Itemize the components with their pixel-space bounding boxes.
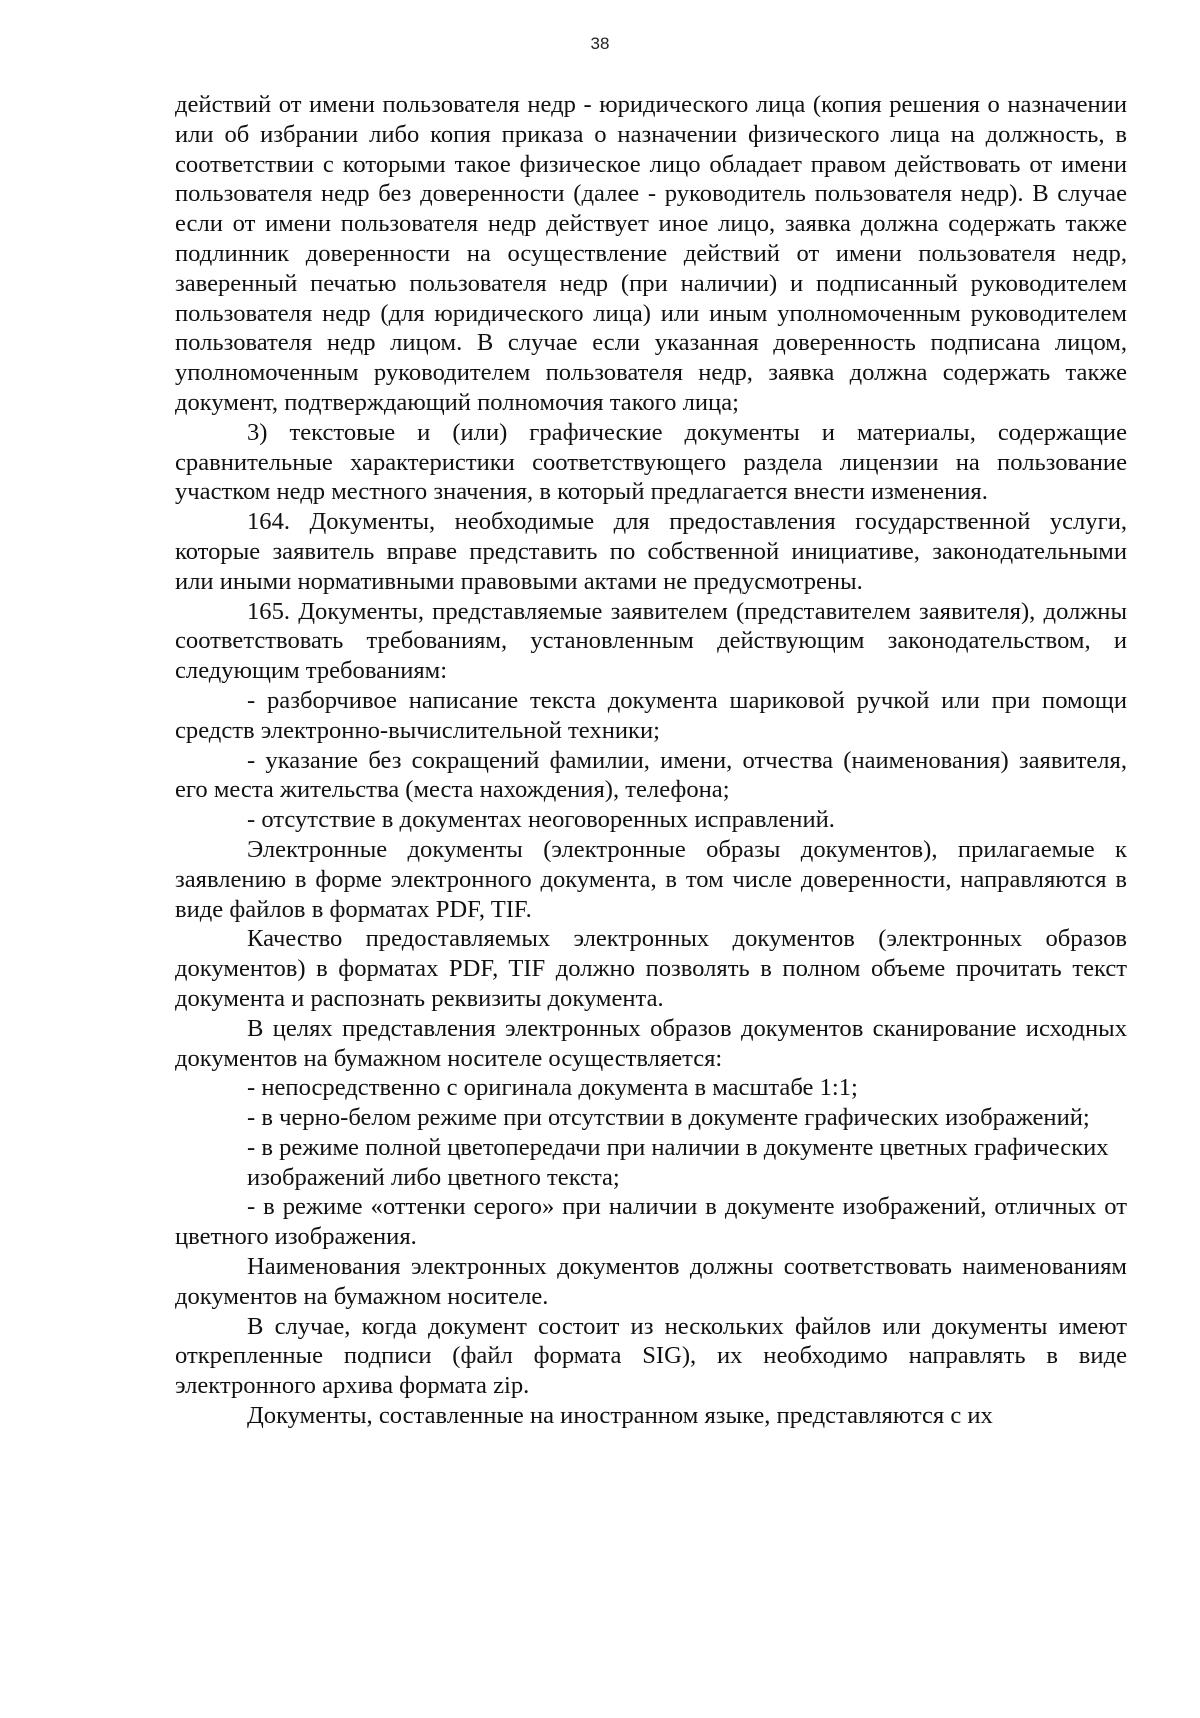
- paragraph-quality: Качество предоставляемых электронных документов (электронных образов документов) в форматах PDF, TIF должно позволять в полном объеме прочитать текст документа и распознать реквизиты документа.: [175, 925, 1127, 1012]
- paragraph-archive: В случае, когда документ состоит из нескольких файлов или документы имеют открепленные подписи (файл формата SIG), их необходимо направлять в виде электронного архива формата zip.: [175, 1312, 1127, 1400]
- paragraph-item-3: 3) текстовые и (или) графические документы и материалы, содержащие сравнительные характеристики соответствующего раздела лицензии на пользование участком недр местного значения, в который предлагается внести изменения.: [175, 418, 1127, 506]
- list-item-no-corrections: - отсутствие в документах неоговоренных исправлений.: [247, 806, 835, 834]
- document-body: [175, 90, 1127, 1431]
- paragraph-scanning: В целях представления электронных образов документов сканирование исходных документов на бумажном носителе осуществляется:: [175, 1014, 1127, 1072]
- list-item-scale: - непосредственно с оригинала документа в масштабе 1:1;: [247, 1074, 858, 1102]
- list-item-full-name: - указание без сокращений фамилии, имени, отчества (наименования) заявителя, его места жительства (места нахождения), телефона;: [175, 746, 1127, 804]
- paragraph-names: Наименования электронных документов должны соответствовать наименованиям документов на бумажном носителе.: [175, 1253, 1127, 1310]
- list-item-legible-text: - разборчивое написание текста документа шариковой ручкой или при помощи средств электронно-вычислительной техники;: [175, 686, 1127, 744]
- page-number: 38: [590, 34, 610, 53]
- paragraph-electronic-documents: Электронные документы (электронные образы документов), прилагаемые к заявлению в форме электронного документа, в том числе доверенности, направляются в виде файлов в форматах PDF, TIF.: [175, 835, 1127, 923]
- list-item-grayscale: - в режиме «оттенки серого» при наличии в документе изображений, отличных от цветного изображения.: [175, 1193, 1127, 1251]
- list-item-full-color: - в режиме полной цветопередачи при наличии в документе цветных графических изображений либо цветного текста;: [247, 1133, 1109, 1191]
- paragraph-continuation: действий от имени пользователя недр - юридического лица (копия решения о назначении или об избрании либо копия приказа о назначении физического лица на должность, в соответствии с которыми такое физическое лицо обладает правом действовать от имени пользователя недр без доверенности (далее - руководитель пользователя недр). В случае если от имени пользователя недр действует иное лицо, заявка должна содержать также подлинник доверенности на осуществление действий от имени пользователя недр, заверенный печатью пользователя недр (при наличии) и подписанный руководителем пользователя недр (для юридического лица) или иным уполномоченным руководителем пользователя недр лицом. В случае если указанная доверенность подписана лицом, уполномоченным руководителем пользователя недр, заявка должна содержать также документ, подтверждающий полномочия такого лица;: [175, 91, 1127, 416]
- paragraph-foreign-language: Документы, составленные на иностранном языке, представляются с их: [247, 1402, 993, 1430]
- paragraph-164: 164. Документы, необходимые для предоставления государственной услуги, которые заявитель вправе представить по собственной инициативе, законодательными или иными нормативными правовыми актами не предусмотрены.: [175, 508, 1127, 595]
- list-item-black-white: - в черно-белом режиме при отсутствии в документе графических изображений;: [247, 1104, 1090, 1132]
- paragraph-165: 165. Документы, представляемые заявителем (представителем заявителя), должны соответствовать требованиям, установленным действующим законодательством, и следующим требованиям:: [175, 597, 1127, 685]
